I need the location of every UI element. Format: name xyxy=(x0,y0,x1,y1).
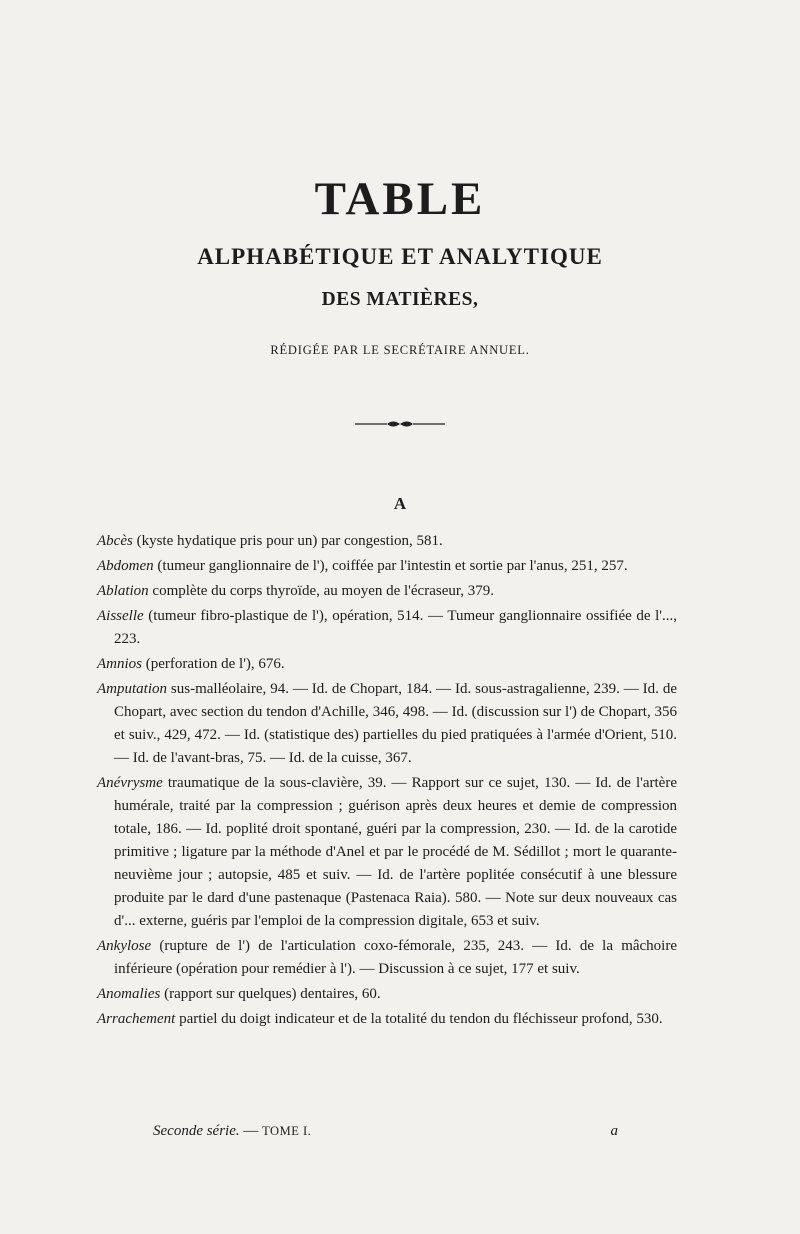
signature-mark: a xyxy=(610,1123,618,1139)
entry-term: Anomalies xyxy=(97,986,161,1002)
series-label: Seconde série. xyxy=(153,1123,240,1139)
tome-label: TOME I. xyxy=(262,1124,312,1138)
entry-term: Abcès xyxy=(97,533,133,549)
entry-term: Abdomen xyxy=(97,558,154,574)
entry-term: Ankylose xyxy=(97,938,152,954)
entry-text: (rapport sur quelques) dentaires, 60. xyxy=(160,986,381,1002)
index-entry xyxy=(97,678,677,770)
page-subtitle: ALPHABÉTIQUE ET ANALYTIQUE xyxy=(197,244,603,269)
index-entry xyxy=(97,555,677,578)
ornament-divider xyxy=(353,418,447,430)
page-title: TABLE xyxy=(314,173,486,225)
entry-term: Amputation xyxy=(97,681,167,697)
entry-text: sus-malléolaire, 94. — Id. de Chopart, 184. — Id. sous-astragalienne, 239. — Id. de Chopart, avec section du tendon d'Achille, 346, 498. — Id. (discussion sur l') de Chopart, 356 et suiv., 429, 472. — Id. (statistique des) partielles du pied pratiquées à l'armée d'Orient, 510. — Id. de l'avant-bras, 75. — Id. de la cuisse, 367. xyxy=(114,681,677,766)
index-entry xyxy=(97,935,677,981)
page-subtitle-secondary: DES MATIÈRES, xyxy=(321,289,479,310)
entry-text: partiel du doigt indicateur et de la totalité du tendon du fléchisseur profond, 530. xyxy=(175,1011,663,1027)
index-entry xyxy=(97,1008,677,1031)
entry-term: Aisselle xyxy=(97,608,144,624)
entry-text: (tumeur ganglionnaire de l'), coiffée par l'intestin et sortie par l'anus, 251, 257. xyxy=(153,558,628,574)
entry-text: (kyste hydatique pris pour un) par congestion, 581. xyxy=(132,533,443,549)
entry-text: complète du corps thyroïde, au moyen de l'écraseur, 379. xyxy=(148,583,494,599)
index-entry xyxy=(97,605,677,651)
index-entry xyxy=(97,772,677,933)
index-entry xyxy=(97,530,677,553)
entry-text: traumatique de la sous-clavière, 39. — Rapport sur ce sujet, 130. — Id. de l'artère humérale, traité par la compression ; guérison après deux heures et demie de compression totale, 186. — Id. poplité droit spontané, guéri par la compression, 230. — Id. de la carotide primitive ; ligature par la méthode d'Anel et par le procédé de M. Sédillot ; mort le quarante-neuvième jour ; autopsie, 485 et suiv. — Id. de l'artère poplitée consécutif à une blessure produite par le dard d'une pastenaque (Pastenaca Raia). 580. — Note sur deux nouveaux cas d'... externe, guéris par l'emploi de la compression digitale, 653 et suiv. xyxy=(114,775,677,929)
entry-text: (perforation de l'), 676. xyxy=(142,656,285,672)
footer-dash: — xyxy=(239,1123,263,1139)
entry-term: Ablation xyxy=(97,583,149,599)
entry-term: Arrachement xyxy=(97,1011,176,1027)
index-entry xyxy=(97,983,677,1006)
entry-list xyxy=(97,530,677,1033)
entry-term: Anévrysme xyxy=(97,775,163,791)
entry-text: (rupture de l') de l'articulation coxo-fémorale, 235, 243. — Id. de la mâchoire inférieure (opération pour remédier à l'). — Discussion à ce sujet, 177 et suiv. xyxy=(114,938,677,977)
entry-text: (tumeur fibro-plastique de l'), opération, 514. — Tumeur ganglionnaire ossifiée de l'..., 223. xyxy=(114,608,677,647)
footer-series-line xyxy=(153,1123,311,1140)
editor-note: RÉDIGÉE PAR LE SECRÉTAIRE ANNUEL. xyxy=(270,343,530,357)
index-entry xyxy=(97,653,677,676)
entry-term: Amnios xyxy=(97,656,142,672)
section-letter: A xyxy=(393,494,407,513)
index-entry xyxy=(97,580,677,603)
